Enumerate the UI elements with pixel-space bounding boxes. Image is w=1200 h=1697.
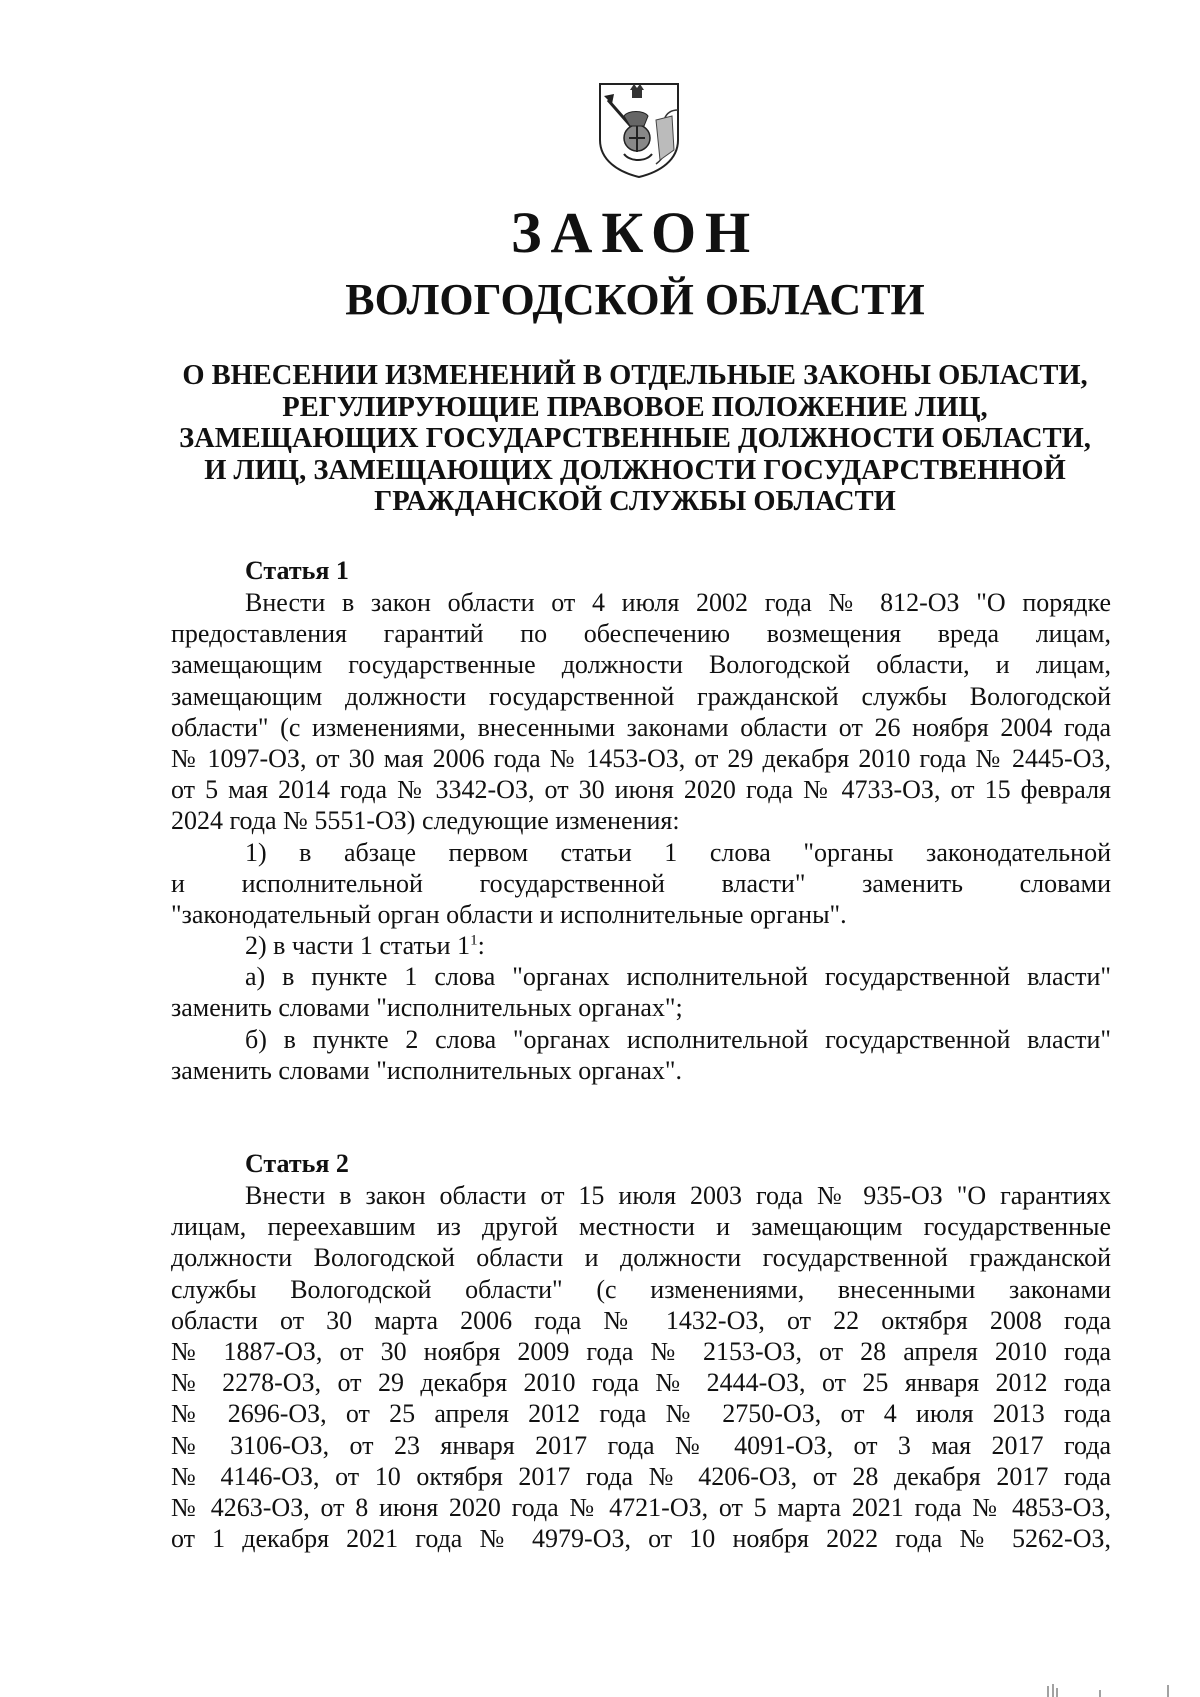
text-line: заменить словами "исполнительных органах"; [171, 993, 683, 1023]
text-line [171, 930, 1111, 961]
subject-line: ГРАЖДАНСКОЙ СЛУЖБЫ ОБЛАСТИ [374, 486, 896, 517]
article-heading: Статья 2 [245, 1149, 349, 1178]
text-line: № 3106-ОЗ, от 23 января 2017 года № 4091-ОЗ, от 3 мая 2017 года [171, 1430, 1111, 1460]
text-line: № 2278-ОЗ, от 29 декабря 2010 года № 2444-ОЗ, от 25 января 2012 года [171, 1368, 1111, 1398]
document-region: ВОЛОГОДСКОЙ ОБЛАСТИ [345, 275, 925, 324]
text-line: Внести в закон области от 15 июля 2003 года № 935-ОЗ "О гарантиях [245, 1181, 1111, 1210]
subject-line: И ЛИЦ, ЗАМЕЩАЮЩИХ ДОЛЖНОСТИ ГОСУДАРСТВЕННОЙ [204, 454, 1066, 486]
text-line: от 5 мая 2014 года № 3342-ОЗ, от 30 июня 2020 года № 4733-ОЗ, от 15 февраля [171, 775, 1111, 805]
text-line: области" (с изменениями, внесенными законами области от 26 ноября 2004 года [171, 712, 1111, 742]
text-line: "законодательный орган области и исполнительные органы". [171, 899, 847, 929]
article-1 [171, 555, 1111, 1086]
subject-line: ЗАМЕЩАЮЩИХ ГОСУДАРСТВЕННЫЕ ДОЛЖНОСТИ ОБЛАСТИ, [179, 423, 1091, 454]
text-line: № 1887-ОЗ, от 30 ноября 2009 года № 2153-ОЗ, от 28 апреля 2010 года [171, 1336, 1111, 1366]
text-line: № 4146-ОЗ, от 10 октября 2017 года № 4206-ОЗ, от 28 декабря 2017 года [171, 1461, 1111, 1491]
text-line: заменить словами "исполнительных органах". [171, 1055, 683, 1085]
text-line: 2024 года № 5551-ОЗ) следующие изменения: [171, 806, 680, 836]
text-line: службы Вологодской области" (с изменениями, внесенными законами [171, 1274, 1111, 1304]
text-line: замещающим должности государственной гражданской службы Вологодской [171, 681, 1111, 711]
text-line: а) в пункте 1 слова "органах исполнительной государственной власти" [245, 962, 1111, 992]
text-line: от 1 декабря 2021 года № 4979-ОЗ, от 10 ноября 2022 года № 5262-ОЗ, [171, 1524, 1111, 1554]
text-line: № 2696-ОЗ, от 25 апреля 2012 года № 2750-ОЗ, от 4 июля 2013 года [171, 1399, 1111, 1429]
scan-marks-icon [1040, 1682, 1180, 1697]
text-line: предоставления гарантий по обеспечению возмещения вреда лицам, [171, 619, 1111, 649]
text-line: б) в пункте 2 слова "органах исполнительной государственной власти" [245, 1024, 1111, 1054]
text-line: № 1097-ОЗ, от 30 мая 2006 года № 1453-ОЗ, от 29 декабря 2010 года № 2445-ОЗ, [171, 743, 1111, 773]
text-line: 1) в абзаце первом статьи 1 слова "органы законодательной [245, 837, 1111, 867]
law-subject [150, 360, 1120, 518]
text-line: лицам, переехавшим из другой местности и замещающим государственные [171, 1212, 1111, 1242]
subject-line: РЕГУЛИРУЮЩИЕ ПРАВОВОЕ ПОЛОЖЕНИЕ ЛИЦ, [282, 391, 988, 423]
text-line: № 4263-ОЗ, от 8 июня 2020 года № 4721-ОЗ, от 5 марта 2021 года № 4853-ОЗ, [171, 1492, 1111, 1522]
text-line: и исполнительной государственной власти" заменить словами [171, 868, 1111, 898]
article-2 [171, 1148, 1111, 1554]
text-line: Внести в закон области от 4 июля 2002 года № 812-ОЗ "О порядке [245, 588, 1111, 617]
text-fragment: : [477, 931, 485, 961]
text-line: области от 30 марта 2006 года № 1432-ОЗ, от 22 октября 2008 года [171, 1305, 1111, 1335]
text-line: замещающим государственные должности Вологодской области, и лицам, [171, 650, 1111, 680]
coat-of-arms-icon [594, 80, 684, 180]
superscript: 1 [470, 932, 478, 949]
text-fragment: 2) в части 1 статьи 1 [245, 931, 471, 961]
text-line: должности Вологодской области и должности государственной гражданской [171, 1243, 1111, 1273]
subject-line: О ВНЕСЕНИИ ИЗМЕНЕНИЙ В ОТДЕЛЬНЫЕ ЗАКОНЫ ОБЛАСТИ, [182, 360, 1088, 391]
article-heading: Статья 1 [245, 556, 349, 585]
document-title: ЗАКОН [510, 200, 760, 265]
